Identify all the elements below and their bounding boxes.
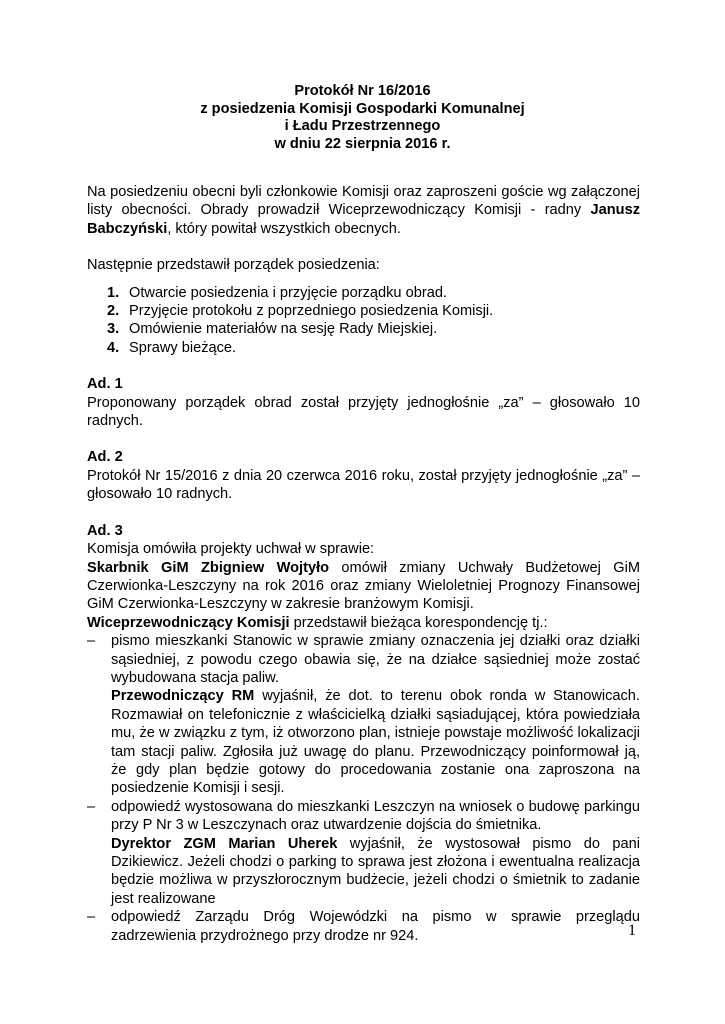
correspondence-list — [87, 632, 640, 945]
agenda-item-number: 3. — [107, 321, 120, 338]
agenda-item-number: 4. — [107, 339, 120, 356]
agenda-item — [87, 284, 640, 302]
committee-name-line1: z posiedzenia Komisji Gospodarki Komunalnej — [200, 100, 525, 117]
ad3-intro: Komisja omówiła projekty uchwał w sprawie: — [87, 541, 375, 558]
dash-bullet: – — [87, 798, 96, 815]
intro-text-a: Na posiedzeniu obecni byli członkowie Komisji oraz zaproszeni goście wg załączonej listy obecności. Obrady prowadził Wiceprzewodniczący Komisji - radny — [87, 184, 640, 219]
agenda-item-number: 1. — [107, 284, 120, 301]
intro-paragraph — [87, 183, 640, 238]
dash-bullet: – — [87, 909, 96, 926]
agenda-item-number: 2. — [107, 303, 120, 320]
protocol-body — [87, 183, 640, 945]
reply-speaker: Dyrektor ZGM Marian Uherek — [111, 835, 338, 852]
wice-paragraph — [87, 614, 640, 632]
ad2-heading: Ad. 2 — [87, 449, 123, 466]
protocol-header — [0, 83, 725, 154]
reply-text: wyjaśnił, że wystosował pismo do pani Dzikiewicz. Jeżeli chodzi o parking to sprawa jest złożona i ewentualna realizacja będzie możliwa w przyszłorocznym budżecie, jeżeli chodzi o śmietnik to zadanie jest realizowane — [111, 835, 640, 907]
agenda-item-text: Omówienie materiałów na sesję Rady Miejskiej. — [129, 321, 438, 338]
agenda-item-text: Otwarcie posiedzenia i przyjęcie porządku obrad. — [129, 284, 447, 301]
dash-bullet: – — [87, 633, 96, 650]
correspondence-reply — [111, 687, 640, 797]
ad2-text: Protokół Nr 15/2016 z dnia 20 czerwca 2016 roku, został przyjęty jednogłośnie „za” – głosowało 10 radnych. — [87, 467, 640, 503]
agenda-item — [87, 302, 640, 320]
agenda-item-text: Sprawy bieżące. — [129, 339, 237, 356]
correspondence-text: pismo mieszkanki Stanowic w sprawie zmiany oznaczenia jej działki oraz działki sąsiedniej, z powodu czego obawia się, że na działce sąsiedniej może zostać wybudowana stacja paliw. — [111, 633, 640, 686]
agenda-item — [87, 339, 640, 357]
ad1-text: Proponowany porządek obrad został przyjęty jednogłośnie „za” – głosowało 10 radnych. — [87, 394, 640, 430]
correspondence-item — [87, 798, 640, 908]
protocol-title: Protokół Nr 16/2016 — [294, 83, 431, 99]
ad1-heading: Ad. 1 — [87, 376, 123, 393]
correspondence-text: odpowiedź wystosowana do mieszkanki Leszczyn na wniosek o budowę parkingu przy P Nr 3 w Leszczynach oraz utwardzenie dojścia do śmietnika. — [111, 798, 640, 834]
skarbnik-paragraph — [87, 559, 640, 614]
chair-name: Janusz Babczyński — [87, 202, 640, 237]
reply-speaker: Przewodniczący RM — [111, 688, 255, 705]
correspondence-text: odpowiedź Zarządu Dróg Wojewódzki na pismo w sprawie przeglądu zadrzewienia przydrożnego przy drodze nr 924. — [111, 909, 640, 944]
ad3-heading: Ad. 3 — [87, 522, 123, 539]
agenda-list — [87, 284, 640, 358]
agenda-item — [87, 320, 640, 338]
correspondence-item — [87, 632, 640, 798]
correspondence-item — [87, 908, 640, 945]
wice-text: przedstawił bieżąca korespondencję tj.: — [289, 614, 548, 631]
page-number: 1 — [628, 922, 636, 939]
skarbnik-text: omówił zmiany Uchwały Budżetowej GiM Czerwionka-Leszczyny na rok 2016 oraz zmiany Wieloletniej Prognozy Finansowej GiM Czerwionka-Leszczyny w zakresie branżowym Komisji. — [87, 559, 640, 613]
committee-name-line2: i Ładu Przestrzennego — [284, 118, 441, 135]
agenda-intro: Następnie przedstawił porządek posiedzenia: — [87, 257, 380, 274]
wice-name: Wiceprzewodniczący Komisji — [87, 614, 290, 631]
meeting-date: w dniu 22 sierpnia 2016 r. — [274, 136, 451, 153]
correspondence-reply — [111, 835, 640, 909]
agenda-item-text: Przyjęcie protokołu z poprzedniego posiedzenia Komisji. — [129, 303, 494, 320]
intro-text-b: , który powitał wszystkich obecnych. — [167, 220, 401, 237]
reply-text: wyjaśnił, że dot. to terenu obok ronda w Stanowicach. Rozmawiał on telefonicznie z właścicielką działki sąsiadującej, która powiedziała mu, że w związku z tym, iż otworzono plan, istnieje powstaje możliwość lokalizacji tam stacji paliw. Zgłosiła już uwagę do planu. Przewodniczący poinformował ją, że gdy plan będzie gotowy do procedowania zostanie ona zaproszona na posiedzenie Komisji i sesji. — [111, 688, 640, 797]
skarbnik-name: Skarbnik GiM Zbigniew Wojtyło — [87, 559, 330, 576]
